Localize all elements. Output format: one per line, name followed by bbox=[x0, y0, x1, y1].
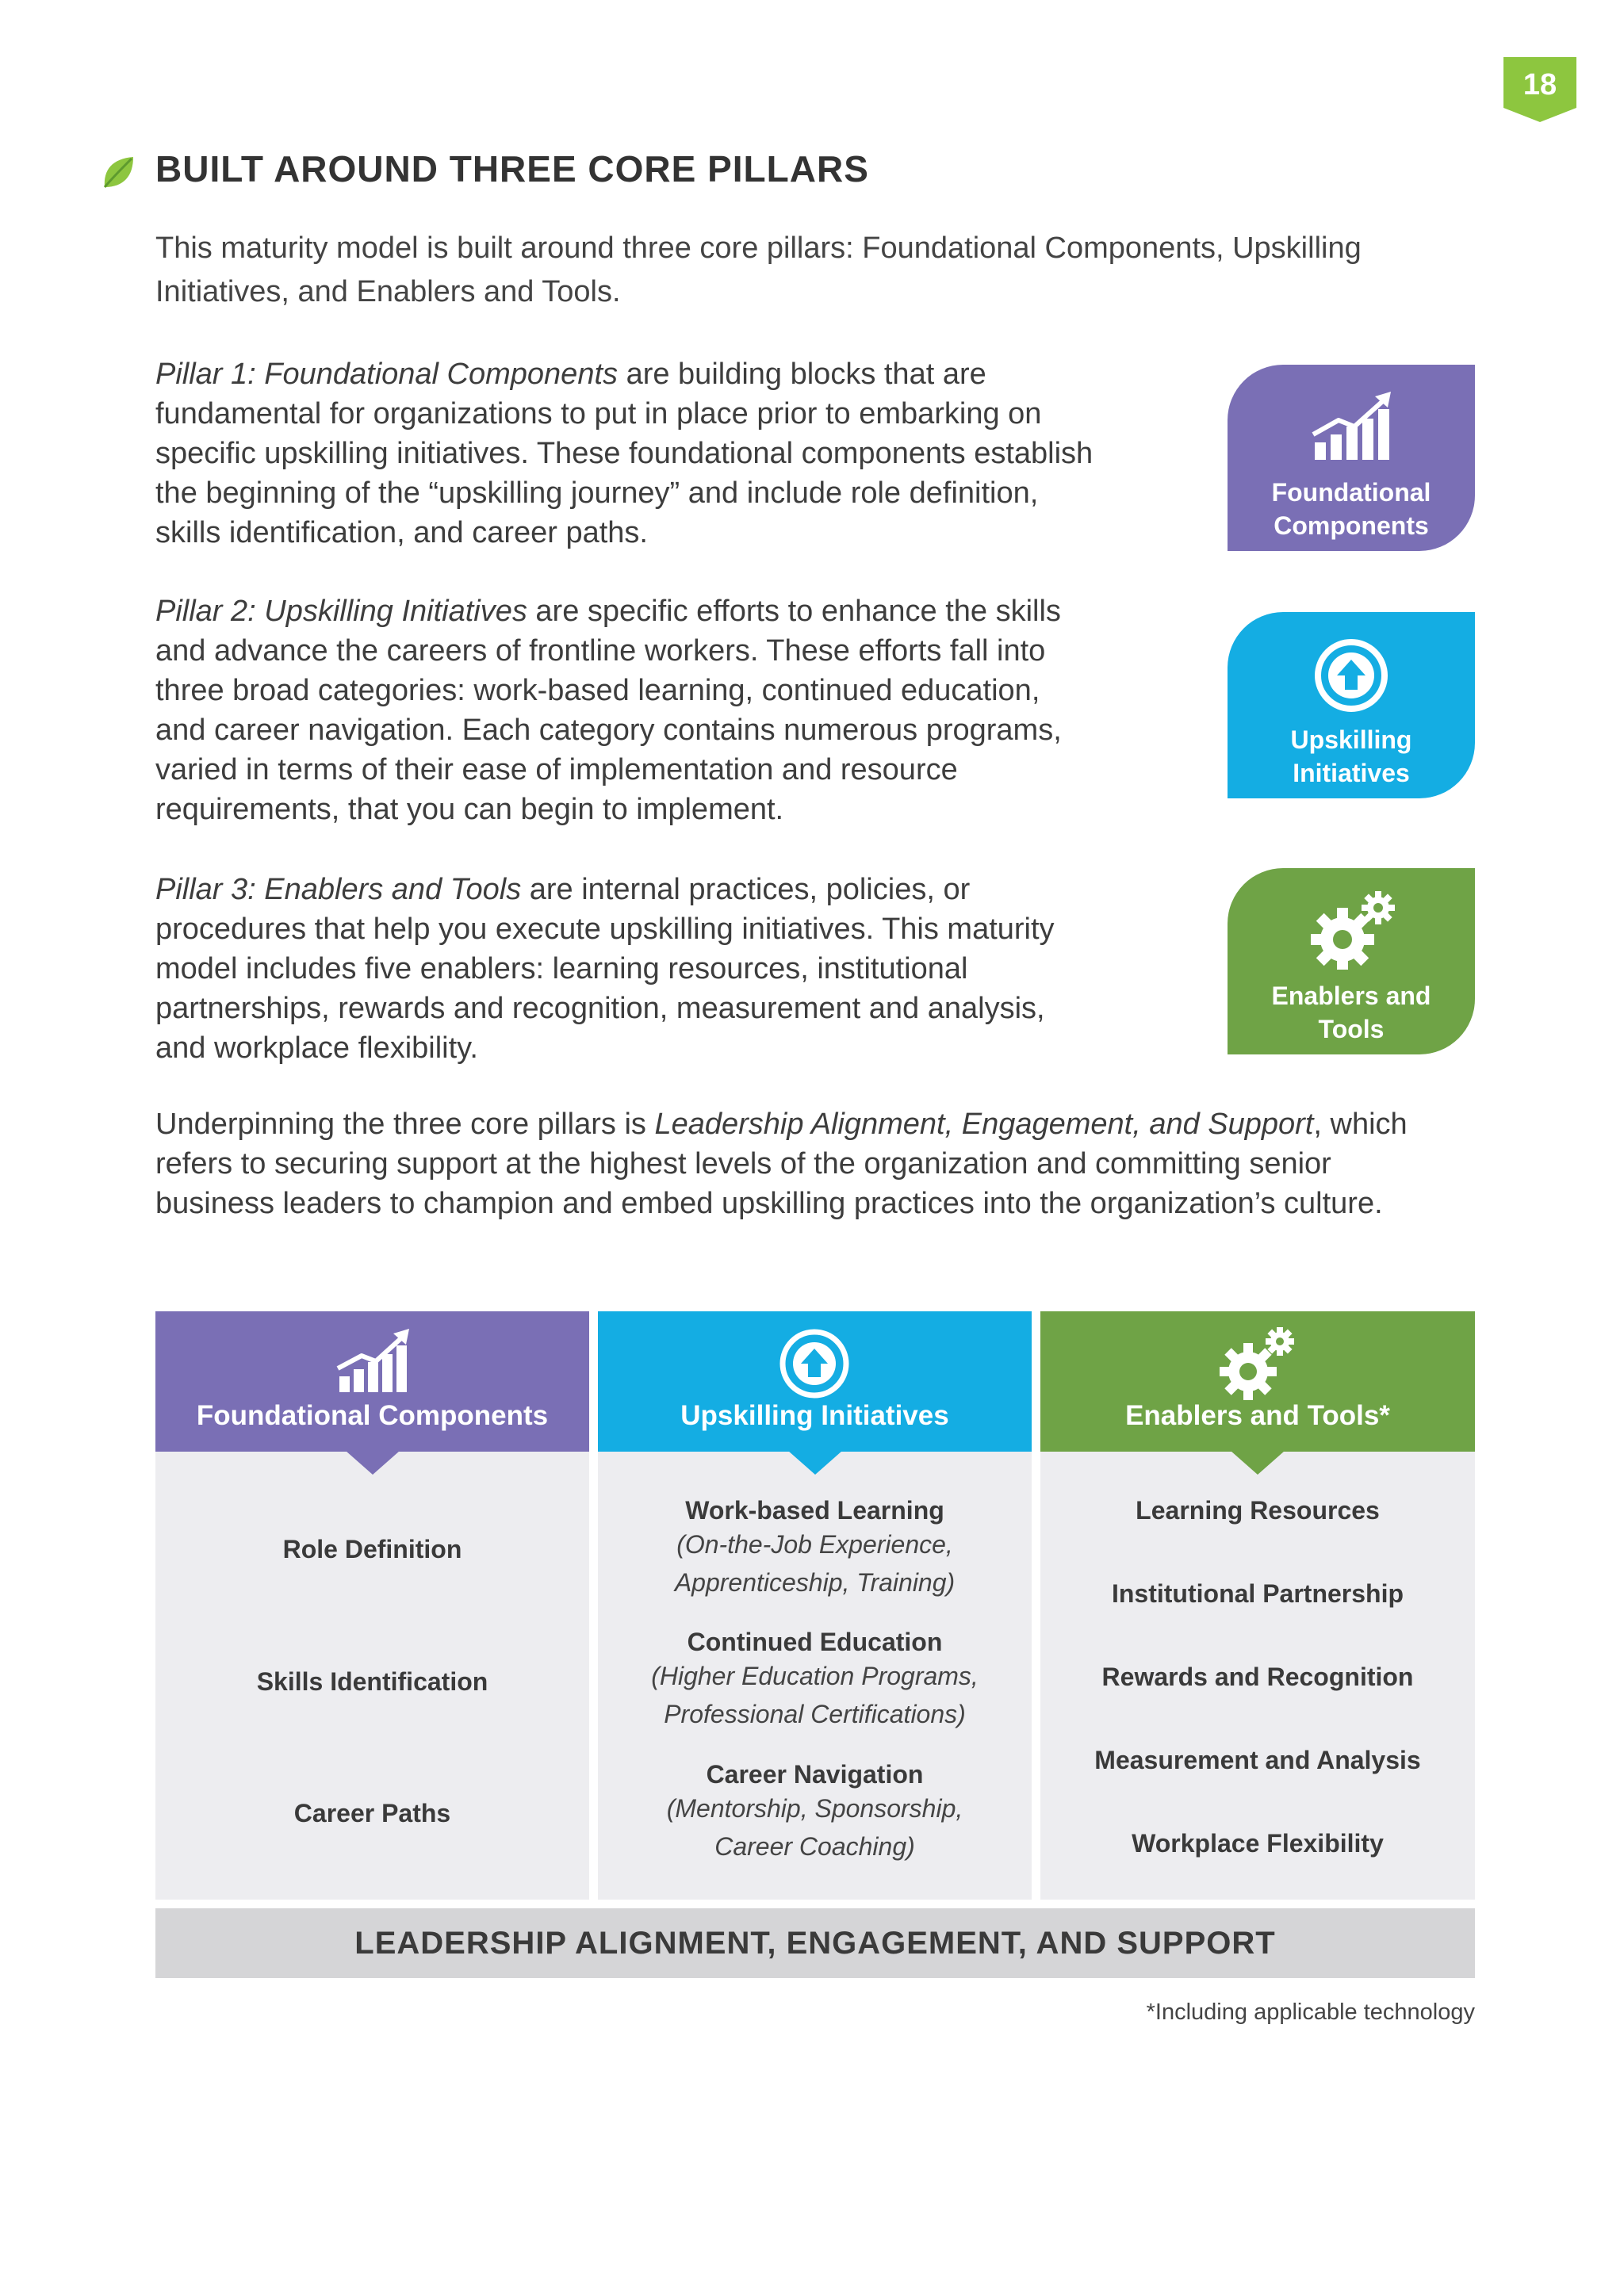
intro-line: Initiatives, and Enablers and Tools. bbox=[155, 275, 621, 308]
pillar3-line: and workplace flexibility. bbox=[155, 1031, 478, 1065]
pillar2-paragraph bbox=[155, 591, 1186, 829]
pillar3-line: model includes five enablers: learning resources, institutional bbox=[155, 952, 968, 985]
card-foundational-components bbox=[1228, 365, 1475, 551]
leaf-icon bbox=[100, 155, 135, 189]
pillar2-line: are specific efforts to enhance the skills bbox=[527, 595, 1061, 628]
column-upskilling-body bbox=[598, 1452, 1032, 1900]
card-upskilling-initiatives bbox=[1228, 612, 1475, 798]
table-cell: Workplace Flexibility bbox=[1132, 1829, 1384, 1858]
gears-icon bbox=[1228, 890, 1475, 970]
cell-title: Career Navigation bbox=[706, 1760, 924, 1789]
pillar1-line: specific upskilling initiatives. These foundational components establish bbox=[155, 437, 1094, 470]
pillar2-lead: Pillar 2: Upskilling Initiatives bbox=[155, 595, 527, 628]
pillar1-paragraph bbox=[155, 354, 1186, 553]
table-cell: Measurement and Analysis bbox=[1094, 1746, 1421, 1774]
underpinning-paragraph bbox=[155, 1104, 1408, 1223]
table-cell: Learning Resources bbox=[1136, 1496, 1380, 1525]
column-foundational-header bbox=[155, 1311, 589, 1452]
cell-subtitle: Apprenticeship, Training) bbox=[674, 1568, 956, 1597]
cell-title: Continued Education bbox=[687, 1628, 943, 1656]
up-arrow-circle-icon bbox=[598, 1324, 1032, 1400]
card-label-line: Components bbox=[1274, 511, 1429, 540]
underpinning-text: Underpinning the three core pillars is bbox=[155, 1108, 655, 1141]
cell-subtitle: (Higher Education Programs, bbox=[651, 1662, 979, 1690]
underpinning-emphasis: Leadership Alignment, Engagement, and Support bbox=[654, 1108, 1314, 1141]
pillar3-lead: Pillar 3: Enablers and Tools bbox=[155, 873, 522, 906]
pillar2-line: and career navigation. Each category contains numerous programs, bbox=[155, 714, 1062, 747]
column-title: Enablers and Tools* bbox=[1125, 1400, 1390, 1431]
card-label-line: Foundational bbox=[1271, 478, 1431, 507]
pillar2-line: and advance the careers of frontline workers. These efforts fall into bbox=[155, 634, 1046, 668]
growth-chart-icon bbox=[155, 1324, 589, 1400]
pillar2-line: three broad categories: work-based learning, continued education, bbox=[155, 674, 1040, 707]
column-enablers-body bbox=[1040, 1452, 1475, 1900]
card-label-line: Tools bbox=[1318, 1015, 1385, 1043]
pillar1-line: the beginning of the “upskilling journey” and include role definition, bbox=[155, 476, 1039, 510]
table-cell bbox=[598, 1628, 1032, 1733]
table-cell: Career Paths bbox=[293, 1799, 451, 1827]
cell-subtitle: (Mentorship, Sponsorship, bbox=[666, 1794, 963, 1823]
column-foundational-body bbox=[155, 1452, 589, 1900]
page-number-badge bbox=[1503, 57, 1576, 122]
column-enablers-header bbox=[1040, 1311, 1475, 1452]
cell-subtitle: (On-the-Job Experience, bbox=[676, 1530, 953, 1559]
cell-title: Work-based Learning bbox=[685, 1496, 944, 1525]
table-cell bbox=[598, 1760, 1032, 1866]
intro-line: This maturity model is built around three core pillars: Foundational Components, Upskilling bbox=[155, 232, 1362, 265]
section-heading: BUILT AROUND THREE CORE PILLARS bbox=[155, 148, 869, 189]
table-cell: Institutional Partnership bbox=[1111, 1579, 1404, 1608]
pillar2-line: varied in terms of their ease of implementation and resource bbox=[155, 753, 958, 786]
pillar3-line: partnerships, rewards and recognition, measurement and analysis, bbox=[155, 992, 1045, 1025]
pillar1-line: skills identification, and career paths. bbox=[155, 516, 648, 549]
table-cell: Role Definition bbox=[282, 1535, 462, 1563]
card-enablers-and-tools bbox=[1228, 868, 1475, 1054]
pillar3-line: are internal practices, policies, or bbox=[521, 873, 971, 906]
pillar1-line: fundamental for organizations to put in place prior to embarking on bbox=[155, 397, 1042, 430]
cell-subtitle: Career Coaching) bbox=[714, 1832, 915, 1861]
column-title: Foundational Components bbox=[196, 1400, 549, 1431]
up-arrow-circle-icon bbox=[1228, 634, 1475, 714]
growth-chart-icon bbox=[1228, 387, 1475, 466]
underpinning-line: business leaders to champion and embed upskilling practices into the organization’s culture. bbox=[155, 1187, 1383, 1220]
card-label-line: Upskilling bbox=[1290, 725, 1412, 754]
intro-paragraph bbox=[155, 227, 1488, 314]
column-upskilling-header bbox=[598, 1311, 1032, 1452]
pillar1-lead: Pillar 1: Foundational Components bbox=[155, 358, 619, 391]
table-cell bbox=[598, 1496, 1032, 1601]
pillar2-line: requirements, that you can begin to implement. bbox=[155, 793, 784, 826]
card-label-line: Initiatives bbox=[1293, 759, 1410, 787]
pillar1-line: are building blocks that are bbox=[618, 358, 986, 391]
column-pointer bbox=[788, 1451, 842, 1475]
underpinning-text: , which bbox=[1313, 1108, 1408, 1141]
gears-icon bbox=[1040, 1324, 1475, 1400]
table-cell: Skills Identification bbox=[256, 1667, 488, 1696]
pillar3-line: procedures that help you execute upskilling initiatives. This maturity bbox=[155, 913, 1055, 946]
cell-subtitle: Professional Certifications) bbox=[664, 1700, 966, 1728]
page-number: 18 bbox=[1522, 68, 1557, 101]
leadership-bar: LEADERSHIP ALIGNMENT, ENGAGEMENT, AND SUPPORT bbox=[155, 1908, 1475, 1978]
underpinning-line: refers to securing support at the highest levels of the organization and committing senior bbox=[155, 1147, 1331, 1181]
pillar3-paragraph bbox=[155, 870, 1186, 1068]
column-pointer bbox=[346, 1451, 400, 1475]
column-title: Upskilling Initiatives bbox=[680, 1400, 949, 1431]
card-label-line: Enablers and bbox=[1271, 982, 1431, 1010]
footnote: *Including applicable technology bbox=[1146, 1999, 1475, 2025]
column-pointer bbox=[1231, 1451, 1285, 1475]
table-cell: Rewards and Recognition bbox=[1101, 1663, 1414, 1691]
